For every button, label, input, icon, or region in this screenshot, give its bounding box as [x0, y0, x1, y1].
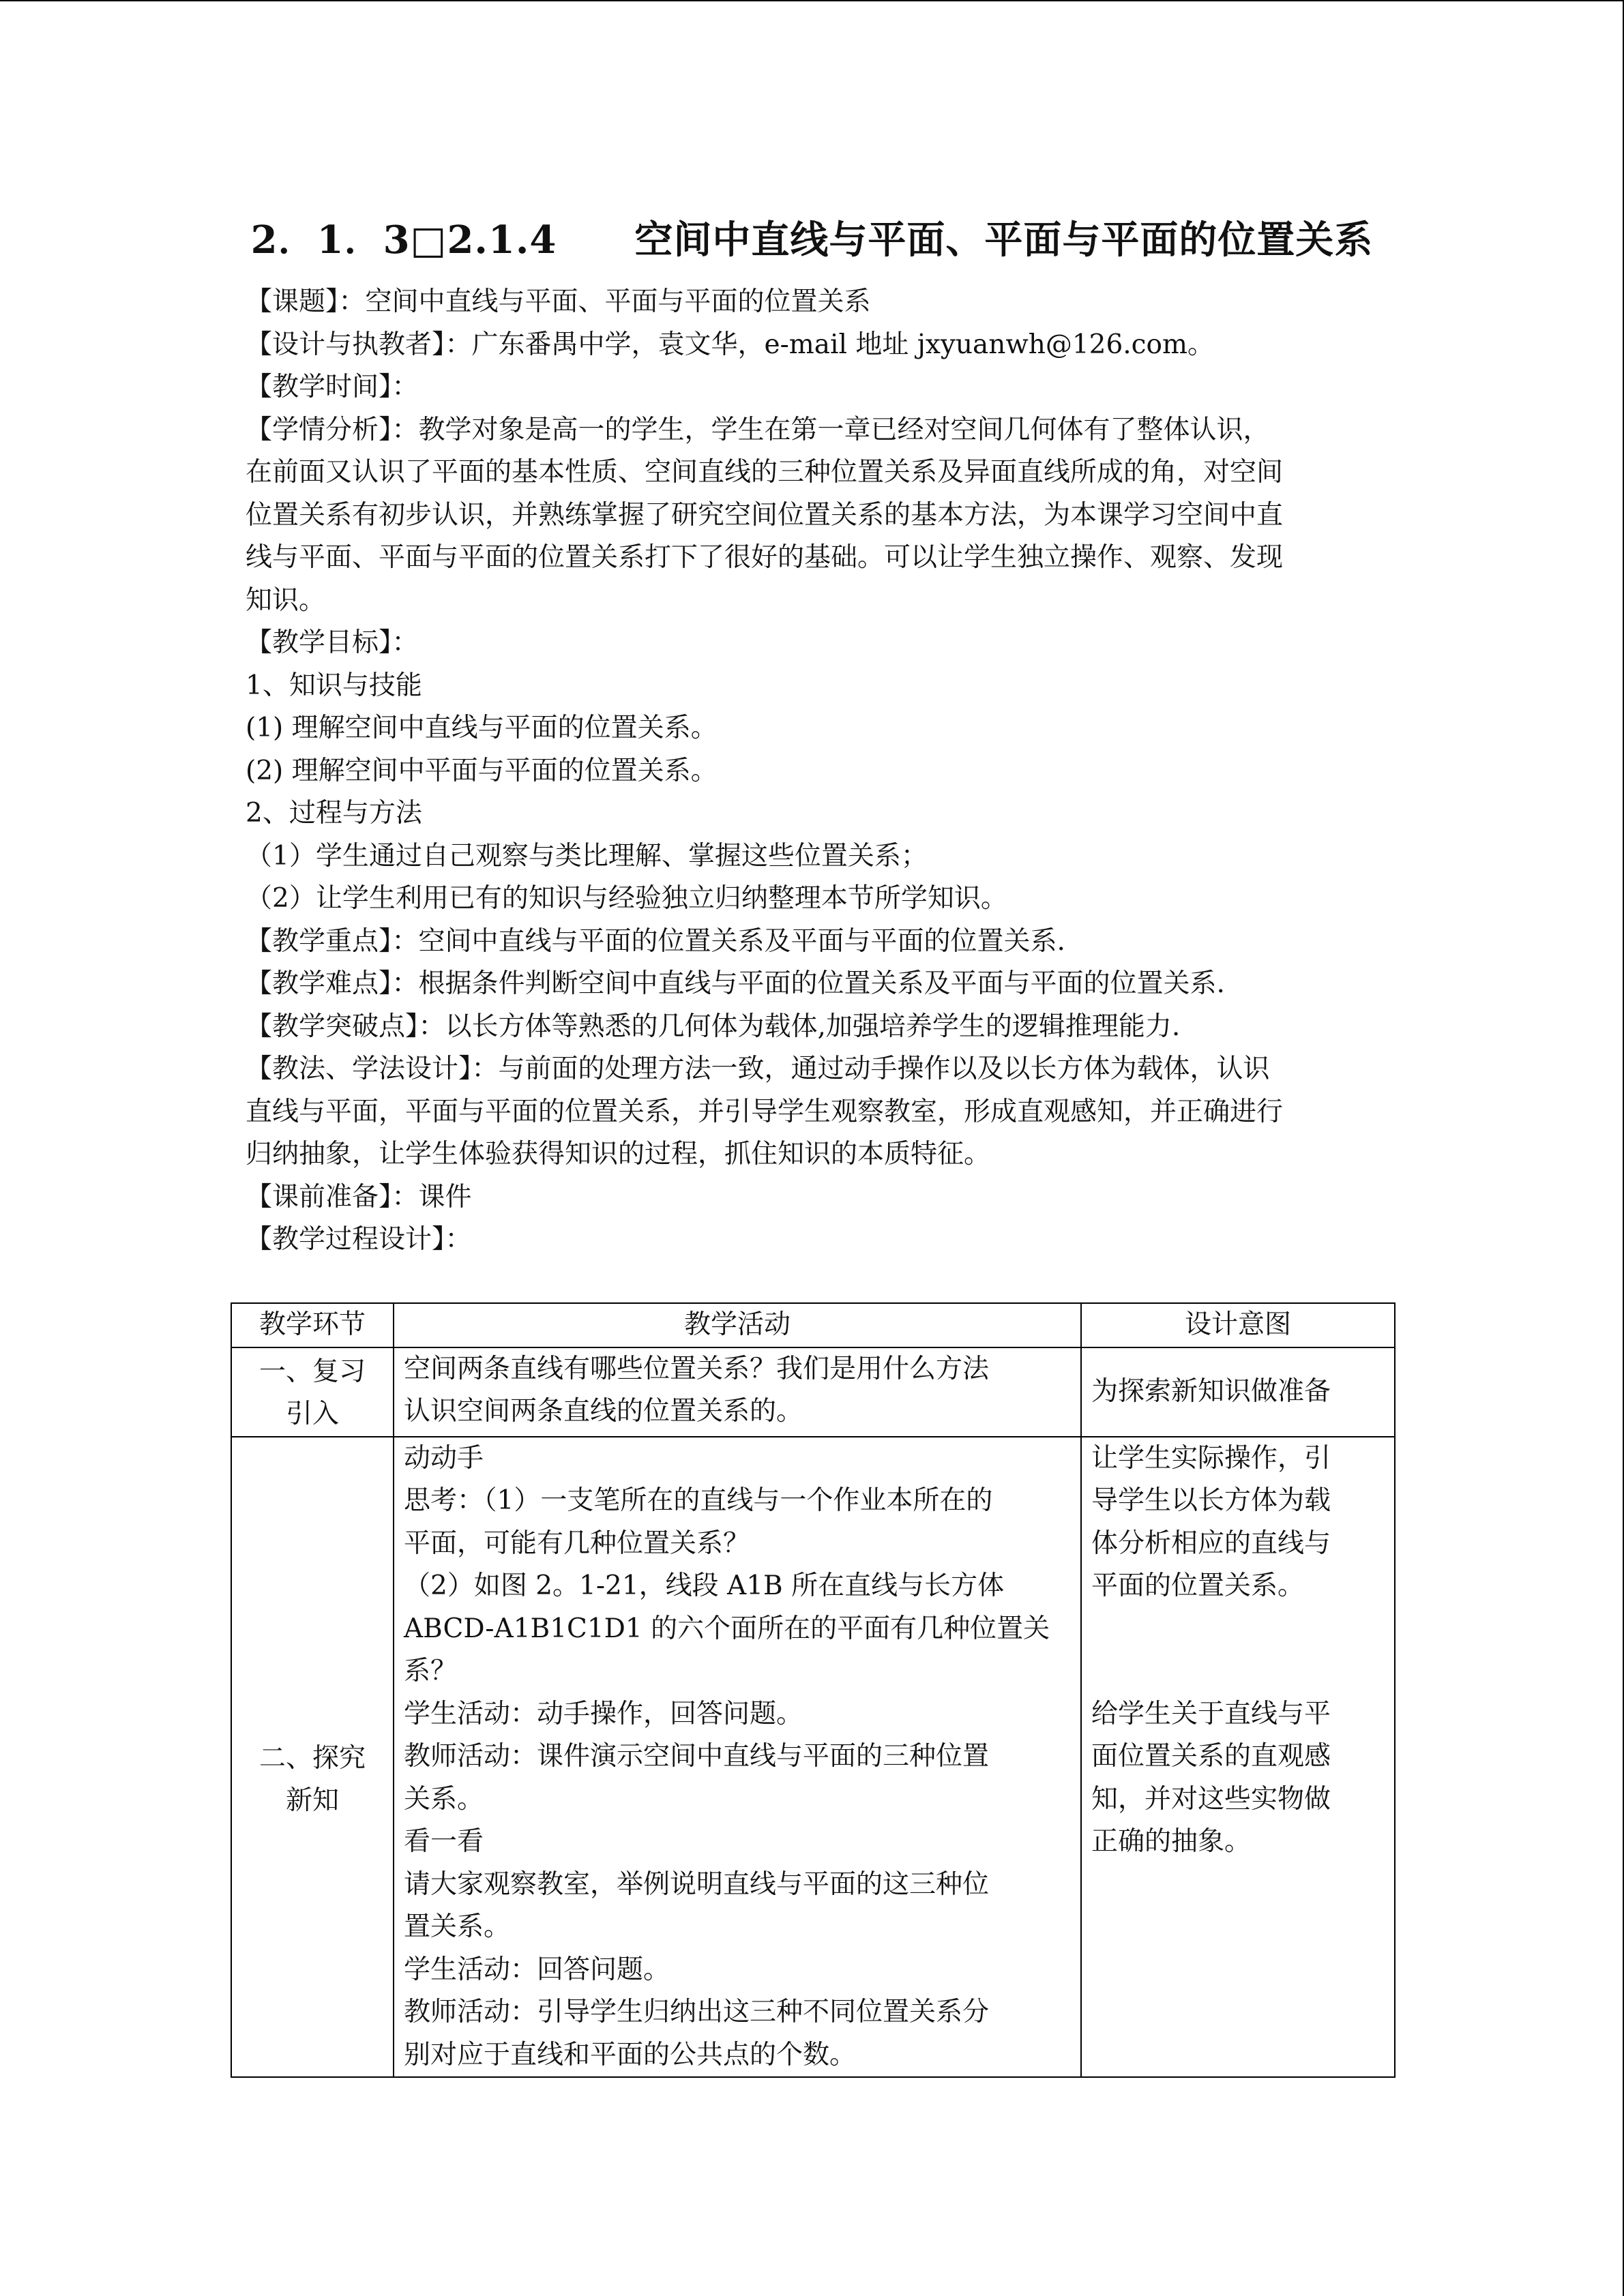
activity-line: 认识空间两条直线的位置关系的。: [404, 1396, 803, 1427]
stage-label: 一、复习: [259, 1356, 366, 1387]
header-stage: 教学环节: [231, 1303, 394, 1347]
table-row: [231, 1437, 1395, 2078]
spacer: [1091, 1650, 1385, 1693]
activity-line: 学生活动：回答问题。: [404, 1954, 670, 1985]
activity-line: 请大家观察教室，举例说明直线与平面的这三种位: [404, 1868, 990, 1900]
text-line: 位置关系有初步认识，并熟练掌握了研究空间位置关系的基本方法，为本课学习空间中直: [246, 499, 1284, 531]
text-line: 【教学难点】：根据条件判断空间中直线与平面的位置关系及平面与平面的位置关系.: [246, 968, 1225, 999]
intent-line: 给学生关于直线与平: [1091, 1698, 1331, 1729]
activity-explore-cell: [394, 1437, 1081, 2078]
activity-line: 思考：（1）一支笔所在的直线与一个作业本所在的: [404, 1485, 993, 1516]
table-header-row: [231, 1303, 1395, 1347]
spacer: [1091, 1608, 1385, 1651]
activity-review-cell: [394, 1347, 1081, 1437]
lesson-process-table: [231, 1302, 1396, 2078]
text-line: 【学情分析】：教学对象是高一的学生，学生在第一章已经对空间几何体有了整体认识，: [246, 414, 1270, 445]
intent-line: 为探索新知识做准备: [1091, 1375, 1331, 1407]
header-activity: 教学活动: [394, 1303, 1081, 1347]
lesson-plan-body: [246, 281, 1378, 1262]
activity-line: 教师活动：引导学生归纳出这三种不同位置关系分: [404, 1997, 990, 2027]
stage-label: 二、探究: [259, 1742, 366, 1774]
text-line: 【教学突破点】：以长方体等熟悉的几何体为载体,加强培养学生的逻辑推理能力.: [246, 1011, 1181, 1042]
text-line: 【教学重点】：空间中直线与平面的位置关系及平面与平面的位置关系.: [246, 925, 1065, 957]
text-line: 1、知识与技能: [246, 670, 422, 701]
activity-line: 教师活动：课件演示空间中直线与平面的三种位置: [404, 1741, 990, 1772]
stage-explore-cell: [231, 1437, 394, 2078]
text-line: 归纳抽象，让学生体验获得知识的过程，抓住知识的本质特征。: [246, 1139, 991, 1169]
text-line: 【教法、学法设计】：与前面的处理方法一致，通过动手操作以及以长方体为载体，认识: [246, 1054, 1270, 1084]
intent-line: 体分析相应的直线与: [1091, 1527, 1331, 1559]
intent-line: 正确的抽象。: [1091, 1826, 1252, 1857]
stage-label: 新知: [285, 1785, 339, 1816]
activity-line: 动动手: [404, 1442, 484, 1474]
table-row: [231, 1347, 1395, 1437]
intent-review-cell: [1081, 1347, 1395, 1437]
text-line: 2、过程与方法: [246, 798, 422, 829]
text-line: 【课题】：空间中直线与平面、平面与平面的位置关系: [246, 286, 871, 317]
activity-line: 关系。: [404, 1783, 484, 1815]
activity-line: （2）如图 2。1-21，线段 A1B 所在直线与长方体: [404, 1570, 1005, 1601]
text-line: 【教学时间】：: [246, 372, 419, 402]
activity-line: 空间两条直线有哪些位置关系？我们是用什么方法: [404, 1353, 990, 1384]
text-line: (1) 理解空间中直线与平面的位置关系。: [246, 713, 718, 743]
intent-line: 平面的位置关系。: [1091, 1570, 1305, 1601]
text-line: （1）学生通过自己观察与类比理解、掌握这些位置关系；: [246, 840, 928, 871]
activity-line: 别对应于直线和平面的公共点的个数。: [404, 2039, 857, 2070]
text-line: 线与平面、平面与平面的位置关系打下了很好的基础。可以让学生独立操作、观察、发现: [246, 542, 1284, 573]
intent-explore-cell: [1081, 1437, 1395, 2078]
text-line: 【教学过程设计】：: [246, 1224, 472, 1255]
stage-review-cell: [231, 1347, 394, 1437]
text-line: (2) 理解空间中平面与平面的位置关系。: [246, 755, 718, 786]
intent-line: 面位置关系的直观感: [1091, 1741, 1331, 1772]
activity-line: 学生活动：动手操作，回答问题。: [404, 1698, 803, 1729]
intent-line: 知，并对这些实物做: [1091, 1783, 1331, 1815]
text-line: （2）让学生利用已有的知识与经验独立归纳整理本节所学知识。: [246, 883, 1007, 914]
text-line: 在前面又认识了平面的基本性质、空间直线的三种位置关系及异面直线所成的角，对空间: [246, 457, 1284, 488]
text-line: 【设计与执教者】：广东番禺中学，袁文华，e-mail 地址 jxyuanwh@126.com。: [246, 329, 1214, 360]
intent-line: 让学生实际操作，引: [1091, 1442, 1331, 1474]
text-line: 【课前准备】：课件: [246, 1181, 472, 1212]
text-line: 知识。: [246, 584, 326, 616]
activity-line: 置关系。: [404, 1911, 511, 1942]
intent-line: 导学生以长方体为载: [1091, 1485, 1331, 1516]
header-intent: 设计意图: [1081, 1303, 1395, 1347]
document-title: 2．1．3□2.1.4 空间中直线与平面、平面与平面的位置关系: [250, 218, 1374, 263]
activity-line: 看一看: [404, 1826, 484, 1857]
activity-line: ABCD-A1B1C1D1 的六个面所在的平面有几种位置关: [404, 1613, 1050, 1644]
stage-label: 引入: [285, 1399, 339, 1429]
text-line: 直线与平面，平面与平面的位置关系，并引导学生观察教室，形成直观感知，并正确进行: [246, 1096, 1284, 1127]
text-line: 【教学目标】：: [246, 627, 419, 658]
activity-line: 平面，可能有几种位置关系？: [404, 1527, 750, 1559]
activity-line: 系？: [404, 1656, 458, 1686]
